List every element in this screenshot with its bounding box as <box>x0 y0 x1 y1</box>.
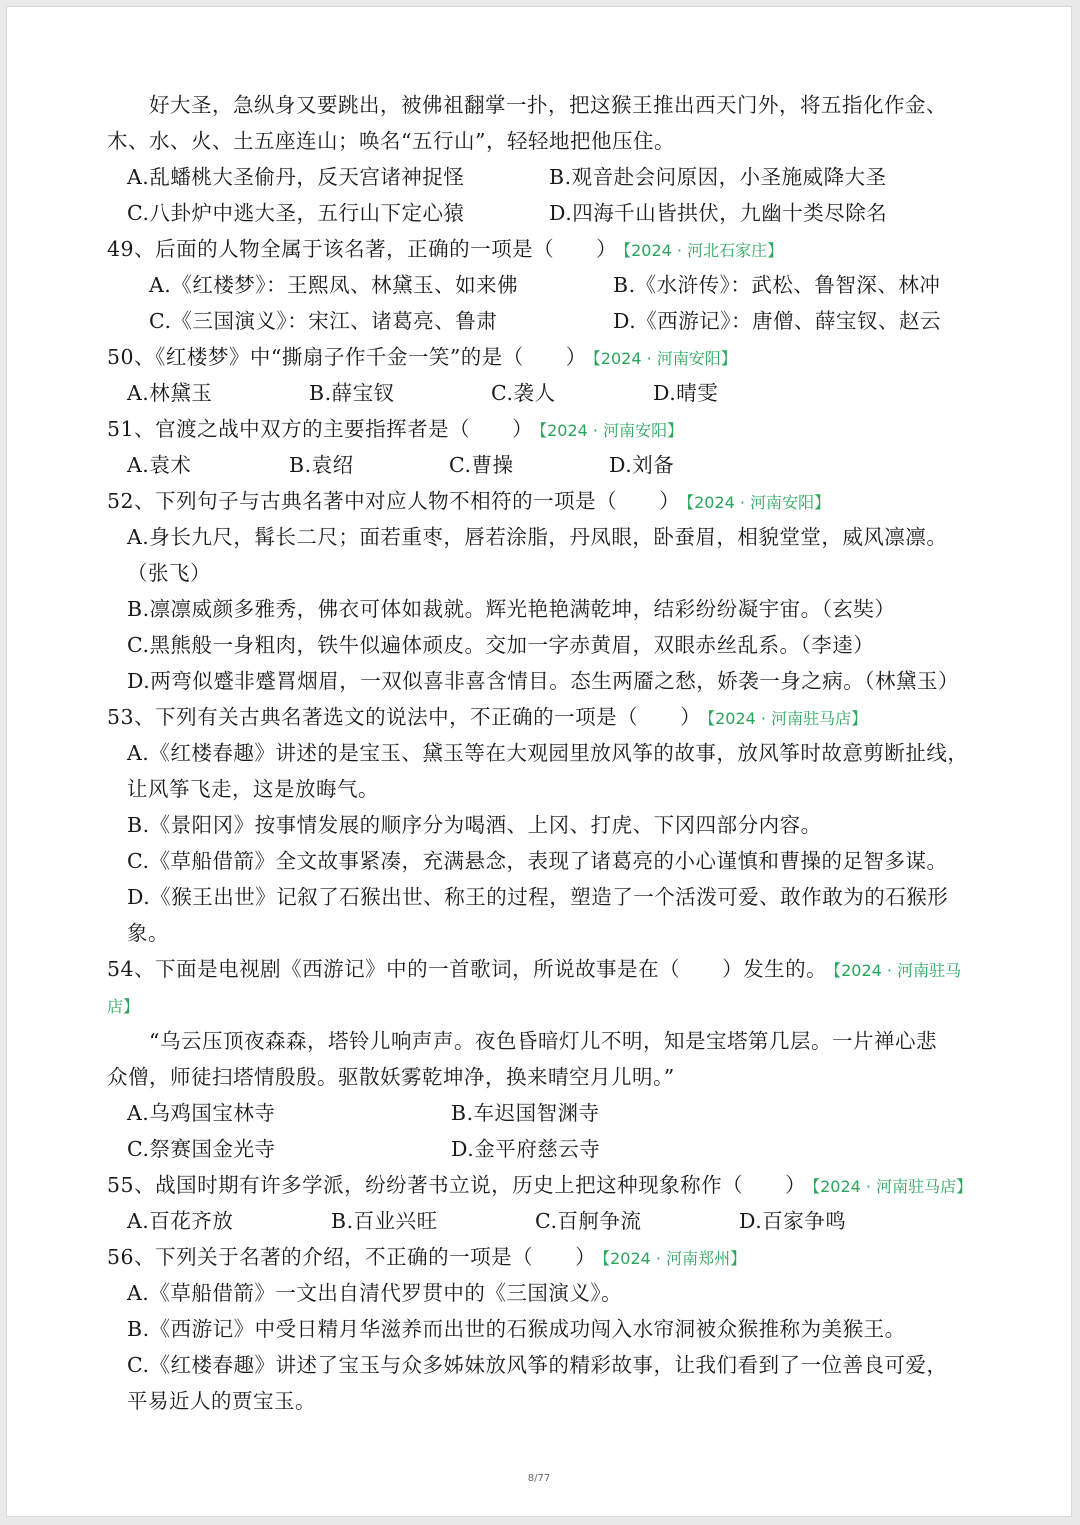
page-number: 8/77 <box>527 1473 551 1484</box>
option-c: C.八卦炉中逃大圣，五行山下定心猿 <box>127 201 465 225</box>
question-50 <box>107 343 737 373</box>
option-d: D.《西游记》：唐僧、薛宝钗、赵云 <box>613 309 941 333</box>
option-d: D.金平府慈云寺 <box>451 1137 601 1161</box>
question-stem: 56、下列关于名著的介绍，不正确的一项是（ ） <box>107 1245 597 1269</box>
source-tag: 【2024 · 河南驻马 <box>833 961 962 980</box>
question-49 <box>107 235 783 265</box>
option-b: B.百业兴旺 <box>331 1209 438 1233</box>
question-56 <box>107 1243 746 1273</box>
question-stem: 50、《红楼梦》中“撕扇子作千金一笑”的是（ ） <box>107 345 587 369</box>
option-c: C.曹操 <box>449 453 514 477</box>
source-tag-continued: 店】 <box>107 997 140 1016</box>
option-c: C.袭人 <box>491 381 556 405</box>
option-d: D.晴雯 <box>653 381 719 405</box>
question-stem: 55、战国时期有许多学派，纷纷著书立说，历史上把这种现象称作（ ） <box>107 1173 807 1197</box>
option-c: C.黑熊般一身粗肉，铁牛似遍体顽皮。交加一字赤黄眉，双眼赤丝乱系。（李逵） <box>127 633 875 657</box>
question-stem: 52、下列句子与古典名著中对应人物不相符的一项是（ ） <box>107 489 681 513</box>
option-a: A.《红楼春趣》讲述的是宝玉、黛玉等在大观园里放风筝的故事，放风筝时故意剪断扯线， <box>127 741 969 765</box>
passage-line: 木、水、火、土五座连山；唤名“五行山”，轻轻地把他压住。 <box>107 129 675 153</box>
option-c-continued: 平易近人的贾宝玉。 <box>127 1389 316 1413</box>
option-b: B.观音赴会问原因，小圣施威降大圣 <box>549 165 887 189</box>
option-b: B.凛凛威颜多雅秀，佛衣可体如裁就。辉光艳艳满乾坤，结彩纷纷凝宇宙。（玄奘） <box>127 597 896 621</box>
lyric-line: 众僧，师徒扫塔情殷殷。驱散妖雾乾坤净，换来晴空月儿明。” <box>107 1065 675 1089</box>
option-a: A.《草船借箭》一文出自清代罗贯中的《三国演义》。 <box>127 1281 623 1305</box>
option-a: A.乌鸡国宝林寺 <box>127 1101 276 1125</box>
question-stem: 53、下列有关古典名著选文的说法中，不正确的一项是（ ） <box>107 705 702 729</box>
lyric-line: “乌云压顶夜森森，塔铃儿响声声。夜色昏暗灯儿不明，知是宝塔第几层。一片禅心悲 <box>149 1029 937 1053</box>
option-c: C.百舸争流 <box>535 1209 642 1233</box>
option-b: B.《景阳冈》按事情发展的顺序分为喝酒、上冈、打虎、下冈四部分内容。 <box>127 813 822 837</box>
source-tag: 【2024 · 河南安阳】 <box>592 349 737 368</box>
option-b: B.车迟国智渊寺 <box>451 1101 600 1125</box>
source-tag: 【2024 · 河南郑州】 <box>602 1249 747 1268</box>
option-a: A.《红楼梦》：王熙凤、林黛玉、如来佛 <box>149 273 519 297</box>
source-tag: 【2024 · 河南驻马店】 <box>707 709 868 728</box>
option-d-continued: 象。 <box>127 921 169 945</box>
option-c: C.《红楼春趣》讲述了宝玉与众多姊妹放风筝的精彩故事，让我们看到了一位善良可爱， <box>127 1353 948 1377</box>
option-c: C.祭赛国金光寺 <box>127 1137 276 1161</box>
option-b: B.《西游记》中受日精月华滋养而出世的石猴成功闯入水帘洞被众猴推称为美猴王。 <box>127 1317 906 1341</box>
question-54 <box>107 955 961 985</box>
source-tag: 【2024 · 河南驻马店】 <box>812 1177 973 1196</box>
source-tag: 【2024 · 河南安阳】 <box>686 493 831 512</box>
source-tag: 【2024 · 河北石家庄】 <box>623 241 784 260</box>
question-52 <box>107 487 830 517</box>
option-d: D.四海千山皆拱伏，九幽十类尽除名 <box>549 201 888 225</box>
question-stem: 54、下面是电视剧《西游记》中的一首歌词，所说故事是在（ ）发生的。 <box>107 957 828 981</box>
option-d: D.百家争鸣 <box>739 1209 847 1233</box>
option-a-continued: （张飞） <box>127 561 211 585</box>
question-stem: 49、后面的人物全属于该名著，正确的一项是（ ） <box>107 237 618 261</box>
question-51 <box>107 415 683 445</box>
option-d: D.刘备 <box>609 453 675 477</box>
document-page <box>6 6 1072 1517</box>
option-a: A.林黛玉 <box>127 381 213 405</box>
option-a-continued: 让风筝飞走，这是放晦气。 <box>127 777 379 801</box>
question-stem: 51、官渡之战中双方的主要指挥者是（ ） <box>107 417 534 441</box>
option-b: B.袁绍 <box>289 453 354 477</box>
option-b: B.薛宝钗 <box>309 381 395 405</box>
option-a: A.百花齐放 <box>127 1209 234 1233</box>
option-a: A.乱蟠桃大圣偷丹，反天宫诸神捉怪 <box>127 165 465 189</box>
option-a: A.袁术 <box>127 453 192 477</box>
option-b: B.《水浒传》：武松、鲁智深、林冲 <box>613 273 941 297</box>
source-tag: 【2024 · 河南安阳】 <box>539 421 684 440</box>
option-c: C.《三国演义》：宋江、诸葛亮、鲁肃 <box>149 309 498 333</box>
passage-line: 好大圣，急纵身又要跳出，被佛祖翻掌一扑，把这猴王推出西天门外，将五指化作金、 <box>149 93 947 117</box>
question-53 <box>107 703 867 733</box>
option-a: A.身长九尺，髯长二尺；面若重枣，唇若涂脂，丹凤眼，卧蚕眉，相貌堂堂，威风凛凛。 <box>127 525 948 549</box>
option-d: D.《猴王出世》记叙了石猴出世、称王的过程，塑造了一个活泼可爱、敢作敢为的石猴形 <box>127 885 949 909</box>
option-d: D.两弯似蹙非蹙罥烟眉，一双似喜非喜含情目。态生两靥之愁，娇袭一身之病。（林黛玉） <box>127 669 959 693</box>
question-55 <box>107 1171 972 1201</box>
option-c: C.《草船借箭》全文故事紧凑，充满悬念，表现了诸葛亮的小心谨慎和曹操的足智多谋。 <box>127 849 948 873</box>
